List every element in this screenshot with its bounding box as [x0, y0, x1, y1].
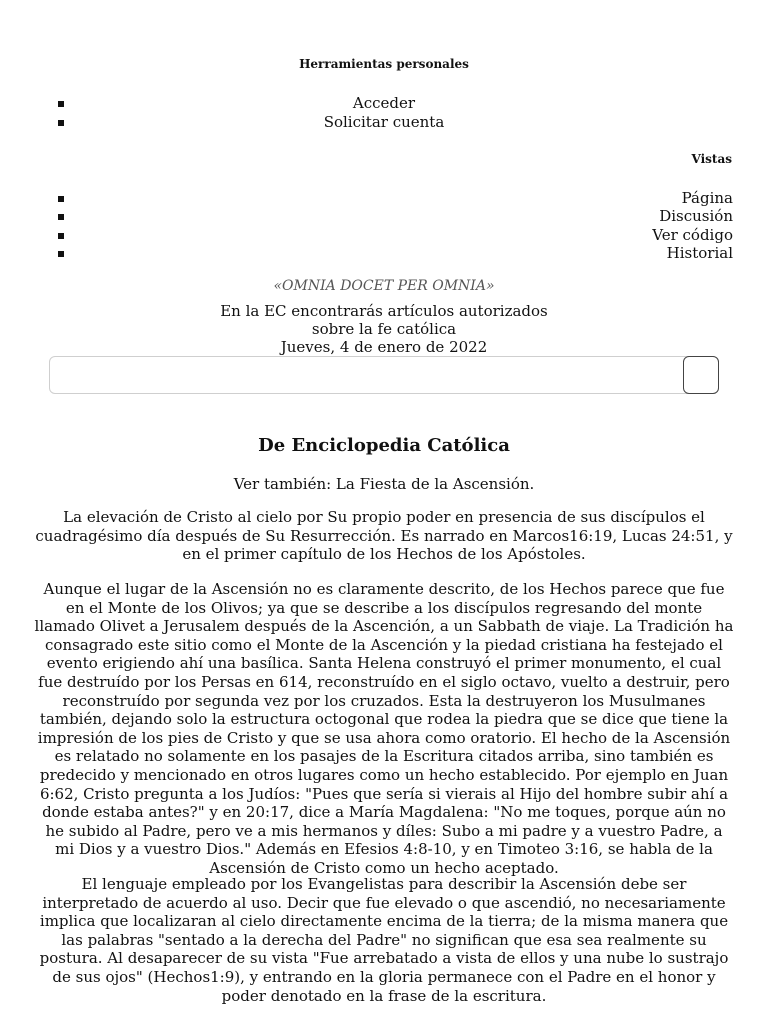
request-account-link[interactable]: Solicitar cuenta	[323, 113, 445, 131]
views-list	[0, 189, 768, 262]
history-link[interactable]: Historial	[666, 243, 733, 262]
views-item-page[interactable]	[0, 189, 768, 207]
tagline-line-1: En la EC encontrarás artículos autorizados	[220, 302, 548, 320]
bullet-icon	[58, 196, 64, 202]
tagline-line-3: Jueves, 4 de enero de 2022	[280, 338, 488, 356]
personal-tools-list	[0, 94, 768, 132]
views-heading: Vistas	[691, 152, 732, 166]
personal-tools-item-login[interactable]	[0, 94, 768, 113]
bullet-icon	[58, 120, 64, 126]
personal-tools-item-request-account[interactable]	[0, 113, 768, 132]
bullet-icon	[58, 101, 64, 107]
bullet-icon	[58, 251, 64, 257]
article-paragraph-3: El lenguaje empleado por los Evangelistas para describir la Ascensión debe ser interpretado de acuerdo al uso. Decir que fue elevado o que ascendió, no necesariamente implica que localizaran al cielo directamente encima de la tierra; de la misma manera que las palabras "sentado a la derecha del Padre" no significan que esa sea realmente su postura. Al desaparecer de su vista "Fue arrebatado a vista de ellos y una nube lo sustrajo de sus ojos" (Hechos1:9), y entrando en la gloria permanece con el Padre en el honor y poder denotado en la frase de la escritura.	[39, 875, 729, 1005]
bullet-icon	[58, 214, 64, 220]
see-also-note: Ver también: La Fiesta de la Ascensión.	[233, 475, 535, 493]
page-title: De Enciclopedia Católica	[258, 435, 510, 456]
views-item-history[interactable]	[0, 244, 768, 262]
search-button[interactable]	[683, 356, 719, 394]
discussion-link[interactable]: Discusión	[659, 207, 733, 226]
site-tagline	[0, 302, 768, 356]
page-link[interactable]: Página	[681, 189, 733, 207]
view-source-link[interactable]: Ver código	[652, 225, 733, 244]
personal-tools-heading: Herramientas personales	[299, 57, 469, 71]
article-paragraph-1: La elevación de Cristo al cielo por Su propio poder en presencia de sus discípulos el cuadragésimo día después de Su Resurrección. Es narrado en Marcos16:19, Lucas 24:51, y en el primer capítulo de los Hechos de los Apóstoles.	[35, 508, 733, 564]
views-item-view-source[interactable]	[0, 226, 768, 244]
login-link[interactable]: Acceder	[352, 94, 416, 112]
views-item-discussion[interactable]	[0, 207, 768, 225]
tagline-line-2: sobre la fe católica	[311, 320, 457, 338]
site-motto: «OMNIA DOCET PER OMNIA»	[273, 278, 495, 294]
article-paragraph-2: Aunque el lugar de la Ascensión no es claramente descrito, de los Hechos parece que fue en el Monte de los Olivos; ya que se describe a los discípulos regresando del monte llamado Olivet a Jerusalem después de la Ascención, a un Sabbath de viaje. La Tradición ha consagrado este sitio como el Monte de la Ascención y la piedad cristiana ha festejado el evento erigiendo ahí una basílica. Santa Helena construyó el primer monumento, el cual fue destruído por los Persas en 614, reconstruído en el siglo octavo, vuelto a destruir, pero reconstruído por segunda vez por los cruzados. Esta la destruyeron los Musulmanes también, dejando solo la estructura octogonal que rodea la piedra que se dice que tiene la impresión de los pies de Cristo y que se usa ahora como oratorio. El hecho de la Ascensión es relatado no solamente en los pasajes de la Escritura citados arriba, sino también es predecido y mencionado en otros lugares como un hecho establecido. Por ejemplo en Juan 6:62, Cristo pregunta a los Judíos: "Pues que sería si vierais al Hijo del hombre subir ahí a donde estaba antes?" y en 20:17, dice a María Magdalena: "No me toques, porque aún no he subido al Padre, pero ve a mis hermanos y díles: Subo a mi padre y a vuestro Padre, a mi Dios y a vuestro Dios." Además en Efesios 4:8-10, y en Timoteo 3:16, se habla de la Ascensión de Cristo como un hecho aceptado.	[34, 580, 734, 877]
search-input[interactable]	[49, 356, 719, 394]
bullet-icon	[58, 233, 64, 239]
